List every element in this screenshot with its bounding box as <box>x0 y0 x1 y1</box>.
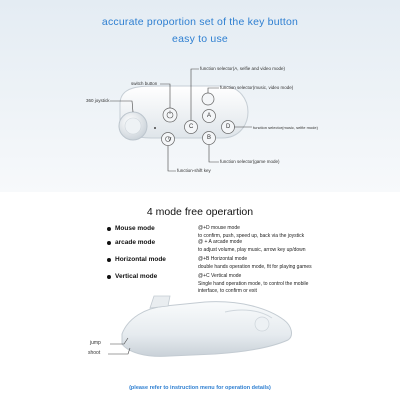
modes-title: 4 mode free operartion <box>146 206 254 218</box>
label-selector-music: function selector(music, video mode) <box>220 85 294 90</box>
label-function-shift: function-shift key <box>177 168 211 173</box>
key-label-c: C <box>189 124 194 130</box>
button-v <box>202 93 214 105</box>
mode-desc-line1: @+B Horizontal mode <box>198 256 248 262</box>
bullet-icon <box>107 275 111 279</box>
mode-name: Mouse mode <box>115 225 155 232</box>
mode-desc-line1: @+D mouse mode <box>198 225 240 231</box>
mode-name: Vertical mode <box>115 273 158 280</box>
bullet-icon <box>107 227 111 231</box>
key-layout-panel <box>0 0 400 192</box>
label-jump: jump <box>90 340 101 346</box>
label-selector-music-selfie: function selector(music, selfie mode) <box>253 125 318 130</box>
label-shoot: shoot <box>88 350 101 356</box>
mode-desc-line3: interface, to confirm or exit <box>198 288 257 294</box>
label-joystick: 360 joystick <box>86 98 110 103</box>
mode-desc-line1: @ + A arcade mode <box>198 239 243 245</box>
headline-line2: easy to use <box>172 33 228 45</box>
mode-description <box>198 239 306 254</box>
headline-line1: accurate proportion set of the key button <box>101 16 299 28</box>
mode-desc-line2: double hands operation mode, fit for playing games <box>198 263 312 270</box>
mode-name: arcade mode <box>115 239 156 246</box>
controller-top-diagram <box>0 0 400 192</box>
key-label-v: V <box>168 137 172 143</box>
key-label-a: A <box>207 113 212 119</box>
mode-description <box>198 225 304 240</box>
bullet-icon <box>107 258 111 262</box>
label-selector-video: function selector(A, selfie and video mode) <box>200 66 286 71</box>
mode-desc-line2: Single hand operation mode, to control the mobile <box>198 280 309 287</box>
bullet-icon <box>107 241 111 245</box>
key-label-d: D <box>226 124 231 130</box>
label-selector-game: function selector(game mode) <box>220 159 280 164</box>
mode-desc-line2: to confirm, push, speed up, back via the joystick <box>198 232 305 239</box>
power-button <box>163 108 177 122</box>
controller-side-diagram <box>0 288 400 388</box>
mode-desc-line1: @+C Vertical mode <box>198 273 242 279</box>
mode-desc-line2: to adjust volume, play music, arrow key up/down <box>198 246 306 253</box>
mode-description <box>198 256 312 271</box>
footer-note: (please refer to instruction menu for operation details) <box>129 385 271 391</box>
label-switch-button: switch button <box>131 81 158 86</box>
key-label-b: B <box>207 135 212 141</box>
mode-name: Horizontal mode <box>115 256 166 263</box>
